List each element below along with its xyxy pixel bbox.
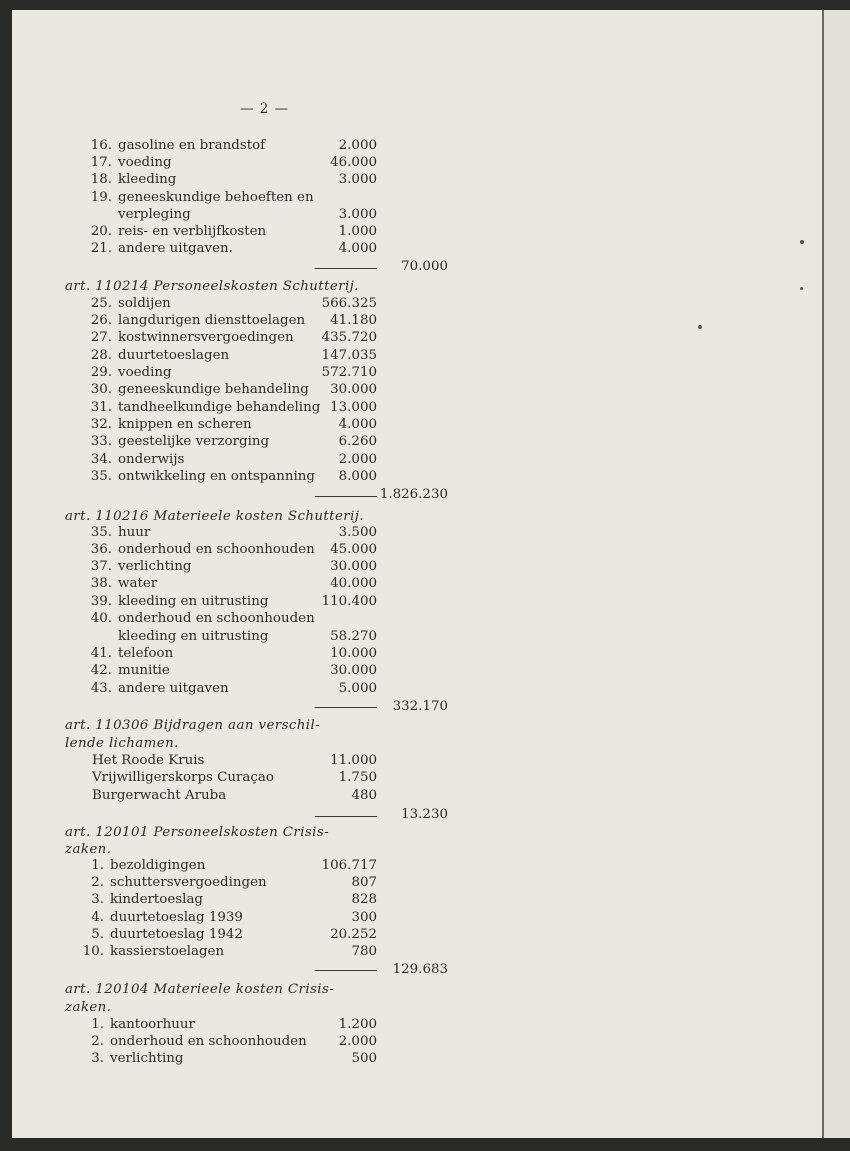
page-number: — 2 — [240, 101, 290, 117]
item-amount: 5.000 [338, 681, 377, 696]
item-amount: 45.000 [330, 542, 377, 557]
item-number: 34. [90, 452, 112, 467]
item-number: 3. [91, 892, 104, 907]
section-total: 70.000 [401, 259, 448, 274]
item-label: onderhoud en schoonhouden [110, 1034, 307, 1049]
item-label: kostwinnersvergoedingen [118, 330, 294, 345]
item-amount: 2.000 [338, 452, 377, 467]
item-amount: 20.252 [330, 927, 377, 942]
item-label: gasoline en brandstof [118, 138, 266, 153]
item-label: ontwikkeling en ontspanning [118, 469, 316, 484]
item-number: 32. [90, 417, 112, 432]
item-label: reis- en verblijfkosten [118, 224, 267, 239]
item-amount: 300 [351, 910, 377, 925]
item-number: 37. [90, 559, 112, 574]
item-amount: 572.710 [321, 365, 377, 380]
section-heading: art. 110306 Bijdragen aan verschil- [65, 718, 321, 733]
item-label: kleeding en uitrusting [118, 594, 269, 609]
item-label: kleeding en uitrusting [118, 629, 269, 644]
item-number: 30. [90, 382, 112, 397]
section-heading: art. 120101 Personeelskosten Crisis- [65, 825, 330, 840]
item-amount: 8.000 [338, 469, 377, 484]
section-total: 13.230 [401, 807, 448, 822]
item-number: 41. [90, 646, 112, 661]
item-amount: 566.325 [321, 296, 377, 311]
scan-speck [800, 287, 803, 290]
item-number: 18. [90, 172, 112, 187]
item-number: 39. [90, 594, 112, 609]
item-number: 5. [91, 927, 104, 942]
item-number: 2. [91, 1034, 104, 1049]
item-amount: 500 [351, 1051, 377, 1066]
item-number: 2. [91, 875, 104, 890]
item-label: onderhoud en schoonhouden [118, 542, 315, 557]
item-number: 42. [90, 663, 112, 678]
scan-border-bottom [0, 1138, 850, 1151]
scan-speck [800, 240, 804, 244]
item-label: soldijen [118, 296, 171, 311]
section-total: 1.826.230 [379, 487, 448, 502]
item-amount: 30.000 [330, 559, 377, 574]
item-amount: 106.717 [321, 858, 377, 873]
item-label: kleeding [118, 172, 177, 187]
item-number: 28. [90, 348, 112, 363]
item-label: kantoorhuur [110, 1017, 195, 1032]
item-amount: 147.035 [321, 348, 377, 363]
section-heading: zaken. [65, 842, 112, 857]
item-label: kindertoeslag [110, 892, 203, 907]
item-amount: 30.000 [330, 663, 377, 678]
item-amount: 3.500 [338, 525, 377, 540]
item-amount: 435.720 [321, 330, 377, 345]
item-label: geneeskundige behoeften en [118, 190, 314, 205]
scan-border-top [0, 0, 850, 10]
item-number: 19. [90, 190, 112, 205]
item-amount: 30.000 [330, 382, 377, 397]
item-label: kassierstoelagen [110, 944, 225, 959]
item-label: huur [118, 525, 151, 540]
item-amount: 1.000 [338, 224, 377, 239]
item-label: onderwijs [118, 452, 185, 467]
item-label: knippen en scheren [118, 417, 252, 432]
section-heading: art. 120104 Materieele kosten Crisis- [65, 982, 335, 997]
item-number: 1. [91, 1017, 104, 1032]
item-label: schuttersvergoedingen [110, 875, 267, 890]
item-label: andere uitgaven [118, 681, 229, 696]
item-label: duurtetoeslagen [118, 348, 230, 363]
item-amount: 46.000 [330, 155, 377, 170]
section-heading: art. 110214 Personeelskosten Schutterij. [65, 279, 359, 294]
item-amount: 807 [351, 875, 377, 890]
item-amount: 2.000 [338, 1034, 377, 1049]
subtotal-rule [315, 970, 377, 971]
item-label: onderhoud en schoonhouden [118, 611, 315, 626]
item-label: duurtetoeslag 1939 [110, 910, 243, 925]
item-label: voeding [118, 365, 172, 380]
item-label: langdurigen diensttoelagen [118, 313, 306, 328]
item-number: 25. [90, 296, 112, 311]
item-label: geneeskundige behandeling [118, 382, 309, 397]
item-label: verpleging [118, 207, 191, 222]
subtotal-rule [315, 268, 377, 269]
item-amount: 2.000 [338, 138, 377, 153]
item-number: 29. [90, 365, 112, 380]
item-amount: 480 [351, 788, 377, 803]
item-amount: 3.000 [338, 172, 377, 187]
item-label: andere uitgaven. [118, 241, 233, 256]
item-amount: 4.000 [338, 417, 377, 432]
item-label: Vrijwilligerskorps Curaçao [92, 770, 274, 785]
scan-speck [698, 325, 702, 329]
item-number: 16. [90, 138, 112, 153]
subtotal-rule [315, 707, 377, 708]
item-amount: 1.750 [338, 770, 377, 785]
item-amount: 13.000 [330, 400, 377, 415]
item-number: 35. [90, 525, 112, 540]
item-label: tandheelkundige behandeling [118, 400, 321, 415]
item-label: Het Roode Kruis [92, 753, 205, 768]
item-number: 20. [90, 224, 112, 239]
item-label: duurtetoeslag 1942 [110, 927, 243, 942]
item-amount: 110.400 [321, 594, 377, 609]
item-amount: 828 [351, 892, 377, 907]
item-number: 26. [90, 313, 112, 328]
section-heading: zaken. [65, 1000, 112, 1015]
item-number: 33. [90, 434, 112, 449]
item-amount: 3.000 [338, 207, 377, 222]
item-number: 36. [90, 542, 112, 557]
section-heading: art. 110216 Materieele kosten Schutterij. [65, 509, 364, 524]
item-label: geestelijke verzorging [118, 434, 270, 449]
item-number: 3. [91, 1051, 104, 1066]
item-label: verlichting [118, 559, 192, 574]
item-number: 35. [90, 469, 112, 484]
item-label: Burgerwacht Aruba [92, 788, 227, 803]
item-label: water [118, 576, 158, 591]
item-amount: 58.270 [330, 629, 377, 644]
item-number: 1. [91, 858, 104, 873]
item-number: 38. [90, 576, 112, 591]
item-number: 17. [90, 155, 112, 170]
item-amount: 10.000 [330, 646, 377, 661]
subtotal-rule [315, 816, 377, 817]
item-label: bezoldigingen [110, 858, 206, 873]
item-label: voeding [118, 155, 172, 170]
item-number: 43. [90, 681, 112, 696]
item-number: 4. [91, 910, 104, 925]
item-amount: 1.200 [338, 1017, 377, 1032]
section-total: 129.683 [392, 962, 448, 977]
item-label: verlichting [110, 1051, 184, 1066]
subtotal-rule [315, 496, 377, 497]
section-heading: lende lichamen. [65, 736, 179, 751]
adjacent-page-edge [824, 10, 850, 1138]
item-amount: 41.180 [330, 313, 377, 328]
item-amount: 6.260 [338, 434, 377, 449]
item-amount: 40.000 [330, 576, 377, 591]
item-label: munitie [118, 663, 170, 678]
item-number: 27. [90, 330, 112, 345]
item-amount: 780 [351, 944, 377, 959]
item-number: 31. [90, 400, 112, 415]
section-total: 332.170 [392, 699, 448, 714]
item-amount: 11.000 [330, 753, 377, 768]
item-number: 21. [90, 241, 112, 256]
item-number: 40. [90, 611, 112, 626]
item-label: telefoon [118, 646, 174, 661]
item-amount: 4.000 [338, 241, 377, 256]
item-number: 10. [82, 944, 104, 959]
